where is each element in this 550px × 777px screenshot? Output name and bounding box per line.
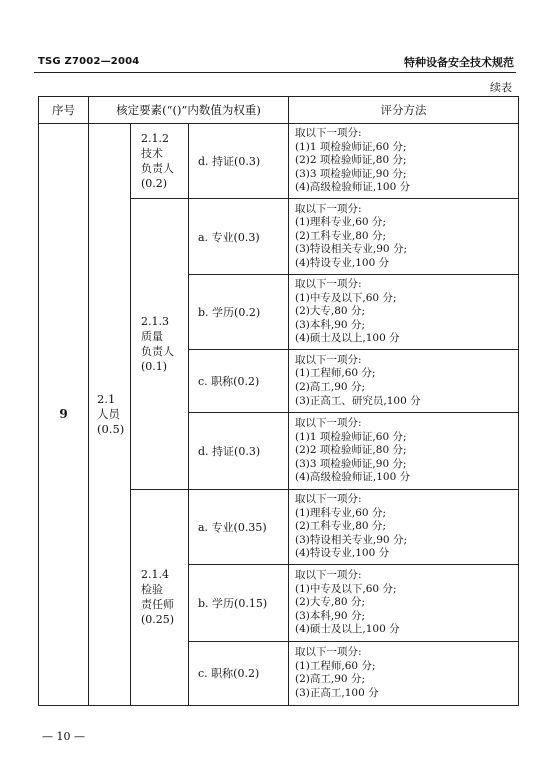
page-number: — 10 — [42, 730, 85, 743]
scoring-rule-line: (3)3 项检验师证,90 分; [295, 457, 407, 470]
level2-label-line: 技术 [141, 147, 163, 160]
scoring-rule-line: (3)正高工,100 分 [295, 687, 379, 700]
scoring-method-cell [289, 349, 519, 412]
scoring-rule-line: (4)硕士及以上,100 分 [295, 332, 400, 345]
scoring-rule-line: 取以下一项分: [295, 646, 362, 659]
col-header-seq: 序号 [39, 97, 89, 124]
level3-item-cell: d. 持证(0.3) [189, 124, 289, 199]
level2-label-line: (0.1) [141, 359, 168, 373]
level2-label-line: 检验 [141, 583, 163, 597]
scoring-rule-line: (3)特设相关专业,90 分; [295, 533, 407, 546]
scoring-rule-line: 取以下一项分: [295, 202, 362, 215]
scoring-method-cell [289, 199, 519, 275]
level3-item-cell: a. 专业(0.3) [189, 199, 289, 275]
level2-label-line: 质量 [141, 329, 163, 343]
level2-label-line: 2.1.4 [141, 568, 169, 582]
col-header-method: 评分方法 [289, 97, 519, 124]
level2-label-line: (0.2) [141, 177, 168, 190]
table-body [39, 124, 519, 706]
scoring-rule-line: (4)特设专业,100 分 [295, 547, 390, 560]
scoring-rule-line: (3)特设相关专业,90 分; [295, 243, 407, 256]
level3-item-cell: c. 职称(0.2) [189, 349, 289, 412]
scoring-rule-line: (1)工程师,60 分; [295, 659, 376, 672]
level1-cell [89, 124, 131, 706]
scoring-method-cell [289, 641, 519, 705]
scoring-rule-line: 取以下一项分: [295, 353, 362, 366]
scoring-rule-line: (1)1 项检验师证,60 分; [295, 140, 407, 153]
level2-label-line: 责任师 [141, 598, 174, 612]
scoring-method-cell [289, 564, 519, 641]
header-standard-code: TSG Z7002—2004 [38, 56, 140, 67]
scoring-rule-line: 取以下一项分: [295, 127, 362, 140]
scoring-rule-line: (2)大专,80 分; [295, 305, 365, 318]
level2-label-line: 负责人 [141, 344, 174, 358]
level2-cell [131, 124, 189, 199]
level2-label-line: 2.1.3 [141, 314, 169, 328]
scoring-method-cell [289, 124, 519, 199]
level2-cell [131, 199, 189, 490]
scoring-rule-line: (4)高级检验师证,100 分 [295, 181, 411, 194]
scoring-rule-line: 取以下一项分: [295, 416, 362, 429]
scoring-method-cell [289, 489, 519, 564]
level3-item-cell: b. 学历(0.15) [189, 564, 289, 641]
scoring-rule-line: 取以下一项分: [295, 278, 362, 290]
scoring-method-cell [289, 275, 519, 350]
scoring-rule-line: (1)工程师,60 分; [295, 367, 376, 380]
level1-label-line: (0.5) [97, 421, 125, 436]
scoring-rule-line: (3)正高工、研究员,100 分 [295, 394, 421, 407]
table-header-row [39, 97, 519, 124]
header-rule [34, 72, 516, 73]
scoring-rule-line: (1)理科专业,60 分; [295, 216, 386, 229]
continued-label: 续表 [490, 81, 512, 94]
level2-label-line: (0.25) [141, 613, 175, 627]
level3-item-cell: d. 持证(0.3) [189, 412, 289, 489]
scoring-rule-line: 取以下一项分: [295, 492, 362, 505]
scoring-rule-line: (4)高级检验师证,100 分 [295, 471, 411, 484]
scoring-method-cell [289, 412, 519, 489]
seq-cell: 9 [39, 124, 89, 706]
level3-item-cell: a. 专业(0.35) [189, 489, 289, 564]
scoring-rule-line: (2)大专,80 分; [295, 596, 365, 609]
scoring-rule-line: (2)2 项检验师证,80 分; [295, 444, 407, 457]
header-title: 特种设备安全技术规范 [404, 56, 514, 69]
scoring-rule-line: (3)本科,90 分; [295, 609, 365, 622]
scoring-rule-line: (3)本科,90 分; [295, 318, 365, 331]
level2-label-line: 负责人 [141, 162, 174, 175]
scoring-rule-line: (2)高工,90 分; [295, 673, 365, 686]
level2-cell [131, 489, 189, 705]
table-row [39, 124, 519, 199]
level3-item-cell: c. 职称(0.2) [189, 641, 289, 705]
scoring-rule-line: 取以下一项分: [295, 568, 362, 581]
level1-label-line: 2.1 [97, 391, 116, 406]
level3-item-cell: b. 学历(0.2) [189, 275, 289, 350]
col-header-element: 核定要素(“()”内数值为权重) [89, 97, 289, 124]
scoring-table [38, 96, 519, 706]
scoring-rule-line: (1)中专及以下,60 分; [295, 582, 397, 595]
level1-label-line: 人员 [97, 406, 120, 421]
scoring-rule-line: (2)高工,90 分; [295, 380, 365, 393]
scoring-rule-line: (1)中专及以下,60 分; [295, 291, 397, 304]
scoring-rule-line: (2)工科专业,80 分; [295, 229, 386, 242]
scoring-rule-line: (1)1 项检验师证,60 分; [295, 430, 407, 443]
scoring-rule-line: (3)3 项检验师证,90 分; [295, 167, 407, 180]
scoring-rule-line: (2)工科专业,80 分; [295, 520, 386, 533]
scoring-rule-line: (1)理科专业,60 分; [295, 506, 386, 519]
scoring-rule-line: (4)特设专业,100 分 [295, 256, 390, 269]
scoring-rule-line: (2)2 项检验师证,80 分; [295, 154, 407, 167]
scoring-rule-line: (4)硕士及以上,100 分 [295, 623, 400, 636]
scoring-table-container [38, 96, 518, 706]
level2-label-line: 2.1.2 [141, 132, 169, 145]
